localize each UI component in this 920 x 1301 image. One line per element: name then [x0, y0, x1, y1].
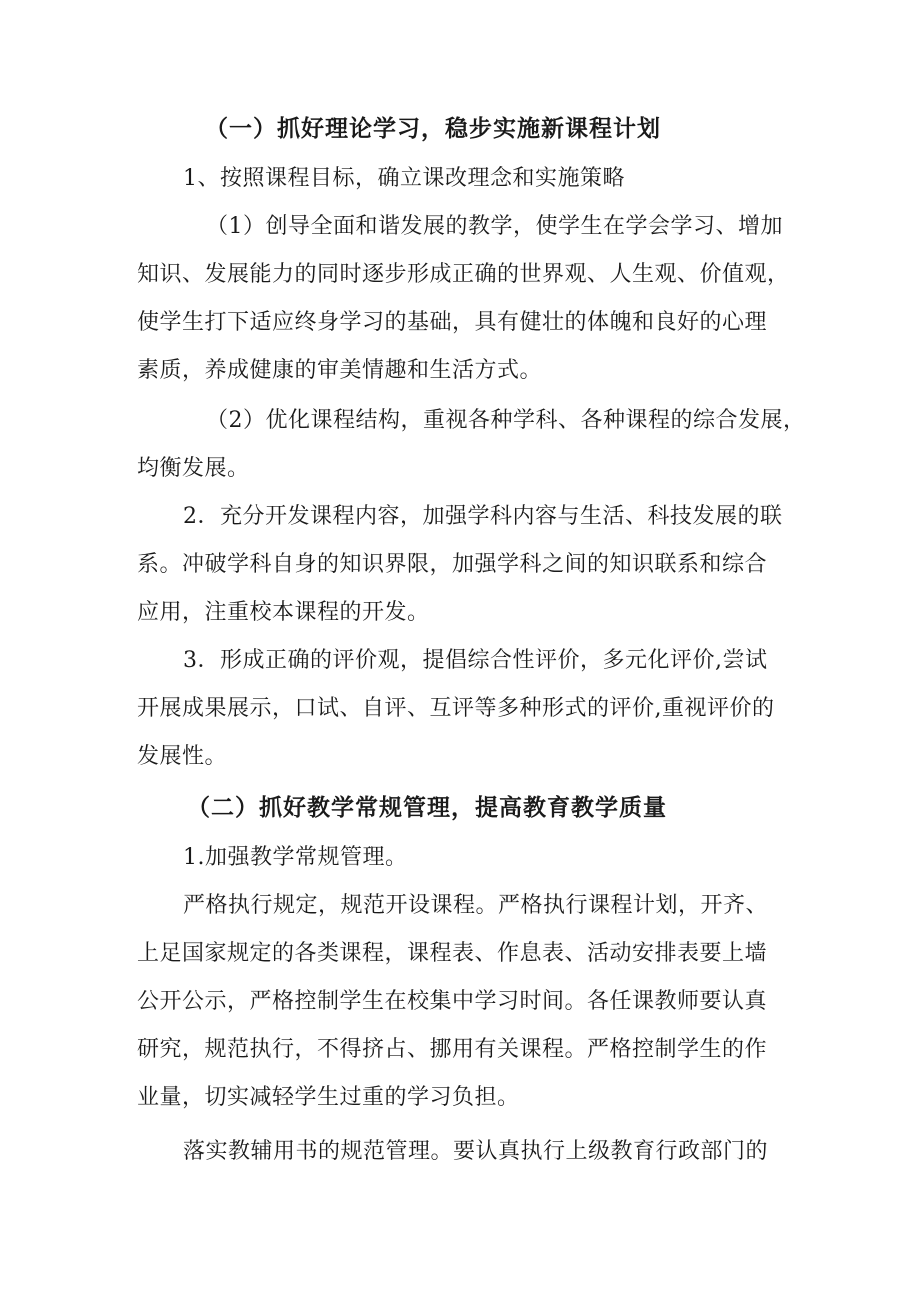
item-4-heading: 1.加强教学常规管理。: [183, 845, 408, 870]
section-heading-1: （一）抓好理论学习，稳步实施新课程计划: [205, 115, 661, 142]
sub-item-1-line-2: 知识、发展能力的同时逐步形成正确的世界观、人生观、价值观，: [137, 262, 790, 287]
section-heading-2: （二）抓好教学常规管理，提高教育教学质量: [187, 794, 667, 821]
sub-item-2-line-1: （2）优化课程结构，重视各种学科、各种课程的综合发展，: [206, 408, 806, 433]
item-2-line-1: 2．充分开发课程内容，加强学科内容与生活、科技发展的联: [183, 504, 783, 529]
sub-item-2-line-2: 均衡发展。: [137, 456, 250, 481]
sub-item-1-line-1: （1）创导全面和谐发展的教学，使学生在学会学习、增加: [206, 214, 783, 239]
item-1-heading: 1、按照课程目标，确立课改理念和实施策略: [183, 166, 625, 191]
paragraph-1-line-5: 业量，切实减轻学生过重的学习负担。: [137, 1085, 520, 1110]
paragraph-1-line-2: 上足国家规定的各类课程，课程表、作息表、活动安排表要上墙: [137, 941, 768, 966]
item-2-line-2: 系。冲破学科自身的知识界限，加强学科之间的知识联系和综合: [137, 552, 768, 577]
paragraph-1-line-1: 严格执行规定，规范开设课程。严格执行课程计划，开齐、: [183, 893, 769, 918]
sub-item-1-line-4: 素质，养成健康的审美情趣和生活方式。: [137, 358, 543, 383]
item-3-line-3: 发展性。: [137, 744, 228, 769]
item-2-line-3: 应用，注重校本课程的开发。: [137, 600, 430, 625]
item-3-line-1: 3．形成正确的评价观，提倡综合性评价，多元化评价,尝试: [183, 648, 768, 673]
paragraph-1-line-4: 研究，规范执行，不得挤占、挪用有关课程。严格控制学生的作: [137, 1037, 768, 1062]
paragraph-2-line-1: 落实教辅用书的规范管理。要认真执行上级教育行政部门的: [183, 1139, 769, 1164]
paragraph-1-line-3: 公开公示，严格控制学生在校集中学习时间。各任课教师要认真: [137, 989, 768, 1014]
sub-item-1-line-3: 使学生打下适应终身学习的基础，具有健壮的体魄和良好的心理: [137, 310, 768, 335]
item-3-line-2: 开展成果展示，口试、自评、互评等多种形式的评价,重视评价的: [137, 696, 775, 721]
